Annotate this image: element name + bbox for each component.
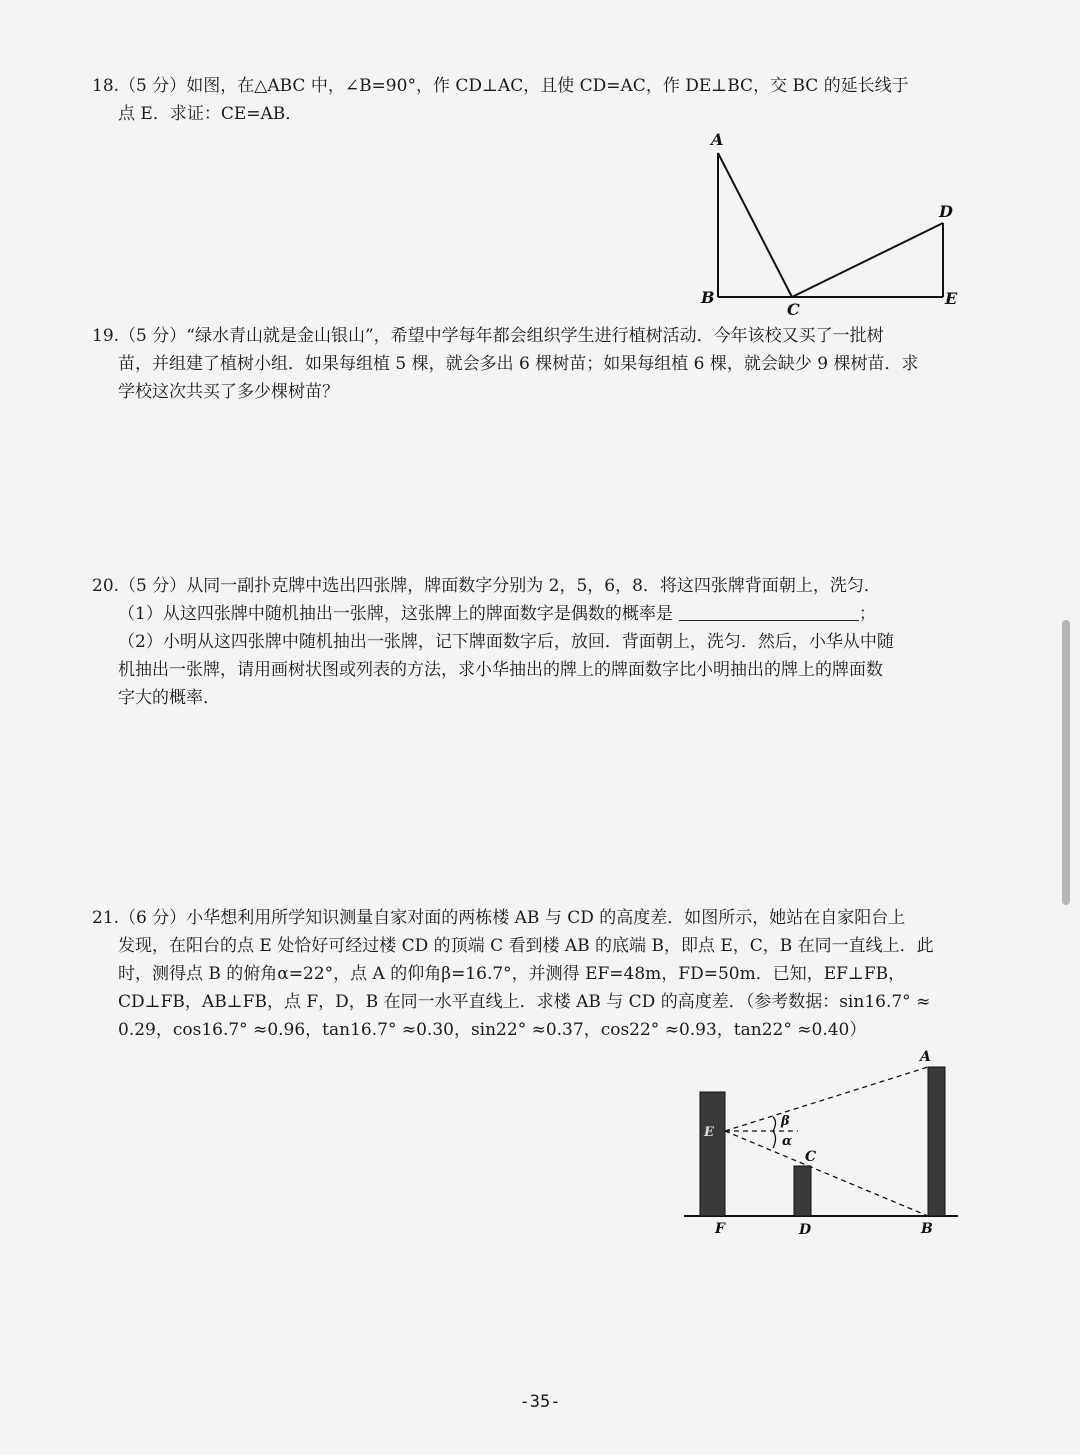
label-d: D [799, 1222, 812, 1238]
question-20-part-1-end: ； [858, 604, 876, 624]
label-f: F [715, 1221, 725, 1237]
question-20-part-2-line-2: 机抽出一张牌，请用画树状图或列表的方法，求小华抽出的牌上的牌面数字比小明抽出的牌上的牌面数 [118, 660, 883, 680]
question-20-line-1: 20.（5 分）从同一副扑克牌中选出四张牌，牌面数字分别为 2，5，6，8．将这四张牌背面朝上，洗匀． [92, 576, 881, 596]
question-19-line-1: 19.（5 分）“绿水青山就是金山银山”，希望中学每年都会组织学生进行植树活动．今年该校又买了一批树 [92, 326, 884, 346]
question-21-line-1: 21.（6 分）小华想利用所学知识测量自家对面的两栋楼 AB 与 CD 的高度差．如图所示，她站在自家阳台上 [92, 908, 906, 928]
question-18-line-1: 18.（5 分）如图，在△ABC 中，∠B=90°，作 CD⊥AC，且使 CD=AC，作 DE⊥BC，交 BC 的延长线于 [92, 76, 909, 96]
label-a: A [711, 130, 724, 149]
question-20-part-2-line-3: 字大的概率． [118, 688, 220, 708]
building-ab [928, 1067, 945, 1216]
question-21-line-5: 0.29，cos16.7° ≈0.96，tan16.7° ≈0.30，sin22° ≈0.37，cos22° ≈0.93，tan22° ≈0.40） [118, 1020, 867, 1040]
label-e: E [945, 289, 958, 308]
label-e: E [704, 1125, 714, 1140]
question-21-line-4: CD⊥FB，AB⊥FB，点 F，D，B 在同一水平直线上．求楼 AB 与 CD 的高度差．（参考数据：sin16.7° ≈ [118, 992, 931, 1012]
label-a: A [920, 1049, 931, 1065]
label-c: C [805, 1149, 817, 1165]
answer-blank [679, 602, 859, 621]
question-21-line-2: 发现，在阳台的点 E 处恰好可经过楼 CD 的顶端 C 看到楼 AB 的底端 B，即点 E，C，B 在同一直线上．此 [118, 936, 934, 956]
question-19-line-2: 苗，并组建了植树小组．如果每组植 5 棵，就会多出 6 棵树苗；如果每组植 6 棵，就会缺少 9 棵树苗．求 [118, 354, 919, 374]
figure-triangle-abc [695, 125, 975, 324]
label-b: B [921, 1221, 933, 1237]
label-alpha: α [782, 1134, 793, 1149]
label-d: D [939, 202, 953, 221]
scrollbar-thumb[interactable] [1062, 620, 1070, 905]
label-beta: β [781, 1114, 790, 1129]
question-19 [92, 322, 972, 406]
page-number: -35- [519, 1392, 561, 1412]
question-21 [92, 904, 972, 1044]
building-ef [700, 1092, 725, 1216]
label-b: B [701, 288, 715, 307]
building-cd [794, 1166, 811, 1216]
question-20 [92, 572, 972, 712]
question-20-part-1 [92, 600, 972, 628]
figure-buildings [680, 1045, 970, 1249]
question-19-line-3: 学校这次共买了多少棵树苗？ [118, 382, 339, 402]
question-20-part-2-line-1: （2）小明从这四张牌中随机抽出一张牌，记下牌面数字后，放回．背面朝上，洗匀．然后，小华从中随 [118, 632, 894, 652]
label-c: C [787, 300, 800, 319]
question-21-line-3: 时，测得点 B 的俯角α=22°，点 A 的仰角β=16.7°，并测得 EF=48m，FD=50m．已知，EF⊥FB， [118, 964, 906, 984]
question-18-line-2: 点 E．求证：CE=AB． [118, 104, 303, 124]
question-18 [92, 72, 972, 128]
question-20-part-1-text: （1）从这四张牌中随机抽出一张牌，这张牌上的牌面数字是偶数的概率是 [118, 604, 673, 624]
